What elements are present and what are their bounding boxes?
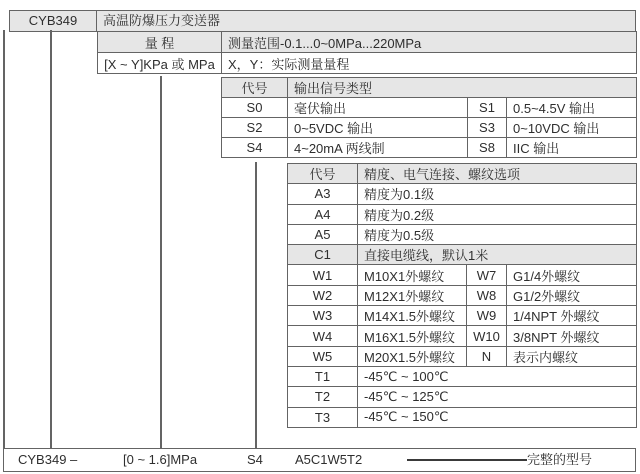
option-code-cell: W9	[467, 306, 507, 326]
accuracy-row	[288, 224, 637, 244]
option-desc-cell: 精度为0.1级	[358, 184, 637, 204]
signal-row	[222, 118, 637, 138]
connector-range-line	[160, 76, 162, 449]
range-table	[97, 31, 637, 74]
signal-code-cell: S4	[222, 138, 288, 158]
signal-desc-cell: IIC 输出	[507, 138, 637, 158]
signal-desc-cell: 0~5VDC 输出	[288, 118, 468, 138]
range-spec-cell: 测量范围-0.1...0~0MPa...220MPa	[222, 32, 637, 53]
option-desc-cell: M10X1外螺纹	[358, 265, 467, 285]
option-code-cell: A4	[288, 204, 358, 224]
option-desc-cell: G1/2外螺纹	[507, 285, 637, 305]
thread-row	[288, 346, 637, 366]
option-code-cell: W10	[467, 326, 507, 346]
signal-header-row	[222, 78, 637, 98]
signal-table	[221, 77, 637, 158]
range-format-desc-cell: X，Y：实际测量量程	[222, 53, 637, 74]
option-code-cell: W7	[467, 265, 507, 285]
product-title-cell: 高温防爆压力变送器	[97, 10, 636, 32]
thread-row	[288, 326, 637, 346]
signal-desc-cell: 0~10VDC 输出	[507, 118, 637, 138]
signal-desc-cell: 0.5~4.5V 输出	[507, 98, 637, 118]
option-desc-cell: -45℃ ~ 100℃	[358, 366, 637, 386]
signal-code-header-cell: 代号	[222, 78, 288, 98]
example-row	[3, 448, 636, 472]
option-code-cell: W1	[288, 265, 358, 285]
option-desc-cell: M16X1.5外螺纹	[358, 326, 467, 346]
connector-model-line	[50, 30, 52, 449]
range-format-row	[98, 53, 637, 74]
option-code-cell: N	[467, 346, 507, 366]
option-desc-cell: -45℃ ~ 125℃	[358, 387, 637, 407]
options-header-row	[288, 164, 637, 184]
connector-left-border	[3, 30, 5, 449]
option-desc-cell: G1/4外螺纹	[507, 265, 637, 285]
signal-type-header-cell: 输出信号类型	[288, 78, 637, 98]
option-code-cell: W3	[288, 306, 358, 326]
signal-row	[222, 138, 637, 158]
options-table	[287, 163, 637, 428]
signal-desc-cell: 4~20mA 两线制	[288, 138, 468, 158]
title-bar	[9, 10, 636, 32]
cable-row	[288, 245, 637, 265]
option-desc-cell: 3/8NPT 外螺纹	[507, 326, 637, 346]
option-code-cell: W5	[288, 346, 358, 366]
option-desc-cell: M20X1.5外螺纹	[358, 346, 467, 366]
temperature-row	[288, 366, 637, 386]
temperature-row	[288, 407, 637, 427]
option-code-cell: T1	[288, 366, 358, 386]
signal-desc-cell: 毫伏输出	[288, 98, 468, 118]
option-desc-cell: -45℃ ~ 150℃	[358, 407, 637, 427]
option-code-cell: T3	[288, 407, 358, 427]
accuracy-row	[288, 204, 637, 224]
option-desc-cell: M12X1外螺纹	[358, 285, 467, 305]
range-label-cell: 量 程	[98, 32, 222, 53]
options-type-header-cell: 精度、电气连接、螺纹选项	[358, 164, 637, 184]
example-range: [0 ~ 1.6]MPa	[123, 452, 198, 467]
connector-signal-line	[255, 162, 257, 449]
options-code-header-cell: 代号	[288, 164, 358, 184]
signal-code-cell: S3	[468, 118, 507, 138]
thread-row	[288, 265, 637, 285]
example-signal: S4	[247, 452, 263, 467]
example-model: CYB349 –	[18, 452, 78, 467]
thread-row	[288, 285, 637, 305]
option-desc-cell: 精度为0.2级	[358, 204, 637, 224]
example-pointer-line	[407, 459, 527, 461]
option-desc-cell: 精度为0.5级	[358, 224, 637, 244]
option-code-cell: C1	[288, 245, 358, 265]
model-cell: CYB349	[9, 10, 97, 32]
option-code-cell: A3	[288, 184, 358, 204]
range-header-row	[98, 32, 637, 53]
example-note: 完整的型号	[527, 452, 593, 467]
signal-code-cell: S8	[468, 138, 507, 158]
signal-code-cell: S2	[222, 118, 288, 138]
signal-code-cell: S0	[222, 98, 288, 118]
option-desc-cell: M14X1.5外螺纹	[358, 306, 467, 326]
temperature-row	[288, 387, 637, 407]
option-code-cell: A5	[288, 224, 358, 244]
signal-row	[222, 98, 637, 118]
option-code-cell: W2	[288, 285, 358, 305]
accuracy-row	[288, 184, 637, 204]
option-code-cell: W4	[288, 326, 358, 346]
example-options: A5C1W5T2	[295, 452, 363, 467]
signal-code-cell: S1	[468, 98, 507, 118]
option-code-cell: W8	[467, 285, 507, 305]
option-code-cell: T2	[288, 387, 358, 407]
range-format-cell: [X ~ Y]KPa 或 MPa	[98, 53, 222, 74]
option-desc-cell: 直接电缆线，默认1米	[358, 245, 637, 265]
thread-row	[288, 306, 637, 326]
option-desc-cell: 1/4NPT 外螺纹	[507, 306, 637, 326]
option-desc-cell: 表示内螺纹	[507, 346, 637, 366]
